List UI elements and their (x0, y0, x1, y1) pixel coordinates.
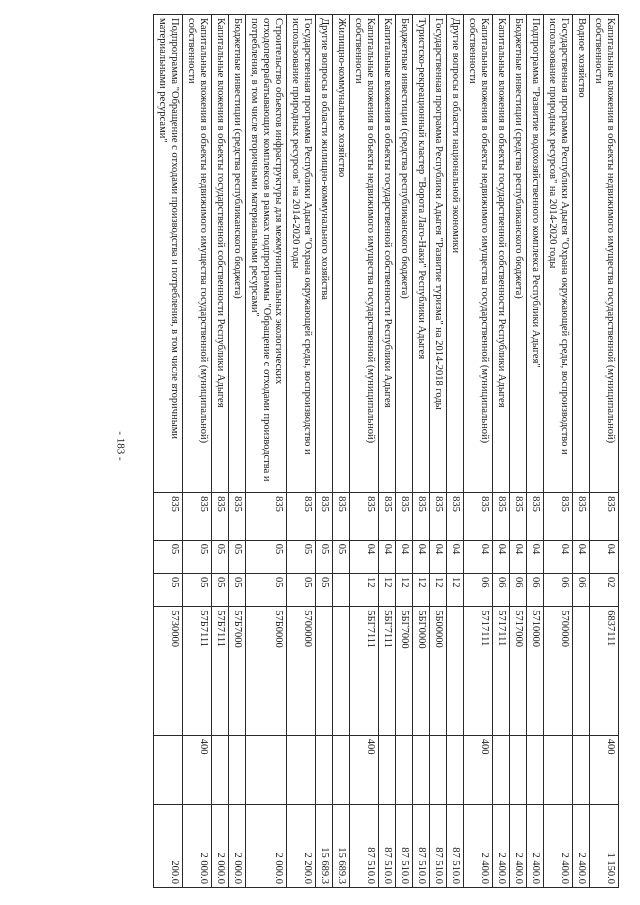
row-subsection-cell: 12 (447, 573, 464, 606)
row-target-article-cell: 5БГ0000 (413, 607, 430, 735)
row-expense-type-cell (154, 735, 183, 804)
row-target-article-cell: 5730000 (154, 607, 183, 735)
row-section-cell: 04 (510, 540, 527, 573)
row-expense-type-cell (573, 735, 590, 804)
row-name-cell: Капитальные вложения в объекты недвижимого имущества государственной (муниципальной) собственности (183, 15, 212, 493)
table-row (413, 15, 430, 888)
row-code-cell: 835 (493, 493, 510, 541)
row-expense-type-cell (447, 735, 464, 804)
row-subsection-cell: 05 (154, 573, 183, 606)
row-expense-type-cell (544, 735, 573, 804)
row-expense-type-cell: 400 (464, 735, 493, 804)
row-expense-type-cell (316, 735, 333, 804)
table-row (590, 15, 619, 888)
table-row (573, 15, 590, 888)
row-name-cell: Капитальные вложения в объекты недвижимого имущества государственной (муниципальной) собственности (590, 15, 619, 493)
row-target-article-cell: 5717111 (493, 607, 510, 735)
row-code-cell: 835 (287, 493, 316, 541)
table-row (430, 15, 447, 888)
row-code-cell: 835 (212, 493, 229, 541)
row-subsection-cell: 12 (379, 573, 396, 606)
row-section-cell: 04 (396, 540, 413, 573)
row-amount-cell: 2 400.0 (510, 804, 527, 887)
row-expense-type-cell (333, 735, 350, 804)
table-row (527, 15, 544, 888)
row-code-cell: 835 (154, 493, 183, 541)
row-subsection-cell: 05 (229, 573, 246, 606)
row-expense-type-cell (246, 735, 287, 804)
row-section-cell: 04 (350, 540, 379, 573)
row-amount-cell: 2 200.0 (287, 804, 316, 887)
row-amount-cell: 2 400.0 (527, 804, 544, 887)
row-subsection-cell: 05 (183, 573, 212, 606)
row-name-cell: Капитальные вложения в объекты недвижимого имущества государственной (муниципальной) собственности (464, 15, 493, 493)
row-amount-cell: 2 000.0 (183, 804, 212, 887)
row-expense-type-cell (430, 735, 447, 804)
row-subsection-cell: 06 (464, 573, 493, 606)
row-code-cell: 835 (379, 493, 396, 541)
row-name-cell: Туристско-рекреационный кластер "Ворота Лаго-Наки" Республики Адыгея (413, 15, 430, 493)
row-name-cell: Другие вопросы в области жилищно-коммунального хозяйства (316, 15, 333, 493)
table-row (229, 15, 246, 888)
row-name-cell: Государственная программа Республики Адыгея "Развитие туризма" на 2014-2018 годы (430, 15, 447, 493)
row-target-article-cell: 5БГ7111 (379, 607, 396, 735)
table-row (493, 15, 510, 888)
row-section-cell: 05 (316, 540, 333, 573)
row-target-article-cell (316, 607, 333, 735)
row-section-cell: 05 (154, 540, 183, 573)
row-amount-cell: 2 400.0 (573, 804, 590, 887)
row-name-cell: Бюджетные инвестиции (средства республиканского бюджета) (396, 15, 413, 493)
row-subsection-cell: 02 (590, 573, 619, 606)
table-row (464, 15, 493, 888)
row-amount-cell: 1 150.0 (590, 804, 619, 887)
row-section-cell: 04 (493, 540, 510, 573)
row-code-cell: 835 (350, 493, 379, 541)
row-amount-cell: 15 689.3 (316, 804, 333, 887)
table-row (333, 15, 350, 888)
row-amount-cell: 87 510.0 (350, 804, 379, 887)
row-code-cell: 835 (527, 493, 544, 541)
row-name-cell: Бюджетные инвестиции (средства республиканского бюджета) (229, 15, 246, 493)
table-row (379, 15, 396, 888)
row-expense-type-cell (396, 735, 413, 804)
row-expense-type-cell (287, 735, 316, 804)
row-code-cell: 835 (510, 493, 527, 541)
row-section-cell: 04 (573, 540, 590, 573)
row-subsection-cell: 12 (430, 573, 447, 606)
row-subsection-cell: 06 (544, 573, 573, 606)
row-target-article-cell: 5БГ7000 (396, 607, 413, 735)
table-row (447, 15, 464, 888)
row-name-cell: Капитальные вложения в объекты недвижимого имущества государственной (муниципальной) собственности (350, 15, 379, 493)
row-section-cell: 05 (333, 540, 350, 573)
row-amount-cell: 2 000.0 (212, 804, 229, 887)
row-section-cell: 04 (464, 540, 493, 573)
table-row (183, 15, 212, 888)
row-expense-type-cell (413, 735, 430, 804)
row-expense-type-cell (212, 735, 229, 804)
row-code-cell: 835 (573, 493, 590, 541)
row-code-cell: 835 (447, 493, 464, 541)
row-section-cell: 05 (183, 540, 212, 573)
budget-table-body (154, 15, 619, 888)
row-subsection-cell: 05 (287, 573, 316, 606)
row-code-cell: 835 (316, 493, 333, 541)
row-section-cell: 04 (527, 540, 544, 573)
row-subsection-cell (333, 573, 350, 606)
row-expense-type-cell (229, 735, 246, 804)
row-section-cell: 05 (246, 540, 287, 573)
row-target-article-cell (573, 607, 590, 735)
row-amount-cell: 200.0 (154, 804, 183, 887)
row-code-cell: 835 (590, 493, 619, 541)
row-name-cell: Водное хозяйство (573, 15, 590, 493)
row-code-cell: 835 (333, 493, 350, 541)
row-amount-cell: 2 400.0 (464, 804, 493, 887)
table-row (154, 15, 183, 888)
table-row (316, 15, 333, 888)
rotated-content (44, 14, 619, 888)
row-code-cell: 835 (183, 493, 212, 541)
row-target-article-cell (333, 607, 350, 735)
row-name-cell: Подпрограмма "Развитие водохозяйственного комплекса Республики Адыгея" (527, 15, 544, 493)
row-target-article-cell (447, 607, 464, 735)
row-target-article-cell: 57Б7000 (229, 607, 246, 735)
row-subsection-cell: 06 (510, 573, 527, 606)
row-section-cell: 04 (379, 540, 396, 573)
row-target-article-cell: 5700000 (287, 607, 316, 735)
row-amount-cell: 87 510.0 (379, 804, 396, 887)
table-row (212, 15, 229, 888)
row-code-cell: 835 (464, 493, 493, 541)
row-code-cell: 835 (413, 493, 430, 541)
row-expense-type-cell (379, 735, 396, 804)
row-expense-type-cell (510, 735, 527, 804)
table-row (350, 15, 379, 888)
row-subsection-cell: 05 (212, 573, 229, 606)
row-amount-cell: 87 510.0 (447, 804, 464, 887)
row-section-cell: 04 (430, 540, 447, 573)
table-row (287, 15, 316, 888)
row-amount-cell: 2 000.0 (246, 804, 287, 887)
row-code-cell: 835 (544, 493, 573, 541)
row-name-cell: Подпрограмма "Обращение с отходами производства и потребления, в том числе вторичными материальными ресурсами" (154, 15, 183, 493)
table-row (544, 15, 573, 888)
row-section-cell: 04 (544, 540, 573, 573)
row-amount-cell: 2 400.0 (544, 804, 573, 887)
row-expense-type-cell (493, 735, 510, 804)
row-subsection-cell: 05 (246, 573, 287, 606)
row-expense-type-cell: 400 (590, 735, 619, 804)
table-row (246, 15, 287, 888)
row-subsection-cell: 12 (350, 573, 379, 606)
row-name-cell: Государственная программа Республики Адыгея "Охрана окружающей среды, воспроизводство и использование природных ресурсов" на 2014-2020 годы (287, 15, 316, 493)
row-code-cell: 835 (396, 493, 413, 541)
row-subsection-cell: 06 (573, 573, 590, 606)
row-target-article-cell: 5БГ7111 (350, 607, 379, 735)
row-target-article-cell: 5717000 (510, 607, 527, 735)
row-target-article-cell: 5710000 (527, 607, 544, 735)
row-amount-cell: 2 400.0 (493, 804, 510, 887)
row-section-cell: 04 (590, 540, 619, 573)
row-section-cell: 05 (212, 540, 229, 573)
row-target-article-cell: 57Б7111 (212, 607, 229, 735)
row-expense-type-cell: 400 (350, 735, 379, 804)
row-amount-cell: 87 510.0 (430, 804, 447, 887)
row-expense-type-cell: 400 (183, 735, 212, 804)
row-target-article-cell: 5700000 (544, 607, 573, 735)
row-amount-cell: 15 689.3 (333, 804, 350, 887)
row-code-cell: 835 (430, 493, 447, 541)
row-name-cell: Государственная программа Республики Адыгея "Охрана окружающей среды, воспроизводство и использование природных ресурсов" на 2014-2020 годы (544, 15, 573, 493)
row-target-article-cell: 5717111 (464, 607, 493, 735)
row-subsection-cell: 06 (527, 573, 544, 606)
row-amount-cell: 87 510.0 (396, 804, 413, 887)
row-name-cell: Капитальные вложения в объекты государственной собственности Республики Адыгея (212, 15, 229, 493)
row-code-cell: 835 (229, 493, 246, 541)
row-section-cell: 04 (447, 540, 464, 573)
row-target-article-cell: 57Б0000 (246, 607, 287, 735)
row-name-cell: Строительство объектов инфраструктуры для межмуниципальных экологических отходоперерабатывающих комплексов в рамках подпрограммы "Обращение с отходами производства и потребления, в том числе вторичными материальными ресурсами" (246, 15, 287, 493)
rotated-page (44, 14, 619, 888)
row-code-cell: 835 (246, 493, 287, 541)
row-expense-type-cell (527, 735, 544, 804)
table-row (510, 15, 527, 888)
row-section-cell: 04 (413, 540, 430, 573)
row-target-article-cell: 57Б7111 (183, 607, 212, 735)
row-section-cell: 05 (229, 540, 246, 573)
row-subsection-cell: 05 (316, 573, 333, 606)
budget-table (153, 14, 619, 888)
row-name-cell: Жилищно-коммунальное хозяйство (333, 15, 350, 493)
row-name-cell: Другие вопросы в области национальной экономики (447, 15, 464, 493)
page-number: - 183 - (114, 431, 127, 461)
row-section-cell: 05 (287, 540, 316, 573)
table-row (396, 15, 413, 888)
row-amount-cell: 2 000.0 (229, 804, 246, 887)
row-amount-cell: 87 510.0 (413, 804, 430, 887)
row-name-cell: Бюджетные инвестиции (средства республиканского бюджета) (510, 15, 527, 493)
row-name-cell: Капитальные вложения в объекты государственной собственности Республики Адыгея (379, 15, 396, 493)
row-subsection-cell: 12 (413, 573, 430, 606)
row-subsection-cell: 12 (396, 573, 413, 606)
row-subsection-cell: 06 (493, 573, 510, 606)
row-target-article-cell: 5Б00000 (430, 607, 447, 735)
row-target-article-cell: 6837111 (590, 607, 619, 735)
row-name-cell: Капитальные вложения в объекты государственной собственности Республики Адыгея (493, 15, 510, 493)
